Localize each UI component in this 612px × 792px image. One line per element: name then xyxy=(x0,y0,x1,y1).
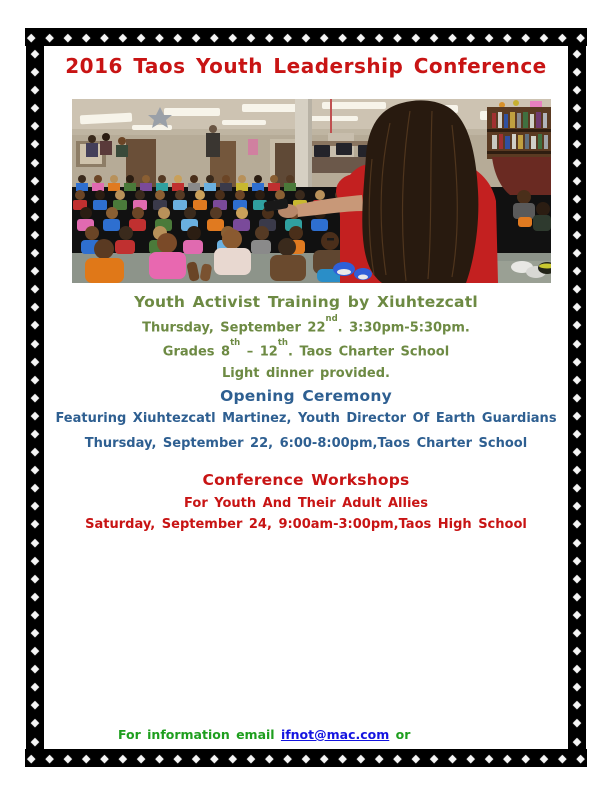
diamond-icon: ◆ xyxy=(173,751,182,765)
diamond-icon: ◆ xyxy=(484,751,494,765)
diamond-icon: ◆ xyxy=(374,751,384,765)
diamond-icon: ◆ xyxy=(338,751,347,765)
diamond-icon: ◆ xyxy=(448,30,457,44)
diamond-icon: ◆ xyxy=(30,680,40,694)
diamond-icon: ◆ xyxy=(228,751,237,765)
diamond-icon: ◆ xyxy=(30,336,40,350)
diamond-icon: ◆ xyxy=(63,30,73,44)
diamond-icon: ◆ xyxy=(173,30,182,44)
training-grades-pre: Grades 8 xyxy=(162,344,231,360)
diamond-icon: ◆ xyxy=(572,137,582,151)
diamond-icon: ◆ xyxy=(572,119,582,133)
conference-photo xyxy=(72,99,551,283)
diamond-icon: ◆ xyxy=(411,751,421,765)
diamond-icon: ◆ xyxy=(572,246,582,260)
diamond-icon: ◆ xyxy=(572,716,582,730)
email-link[interactable]: ifnot@mac.com xyxy=(280,727,390,742)
workshops-when-line: Saturday, September 24, 9:00am-3:00pm,Taos High School xyxy=(85,517,527,532)
workshops-audience-line: For Youth And Their Adult Allies xyxy=(184,496,428,511)
diamond-icon: ◆ xyxy=(503,30,512,44)
diamond-icon: ◆ xyxy=(393,30,402,44)
diamond-icon: ◆ xyxy=(572,463,582,477)
opening-when-line: Thursday, September 22, 6:00-8:00pm,Taos Charter School xyxy=(84,436,528,451)
diamond-icon: ◆ xyxy=(191,30,201,44)
diamond-icon: ◆ xyxy=(576,751,585,765)
training-date-ordinal: nd xyxy=(325,314,338,324)
diamond-icon: ◆ xyxy=(30,517,40,531)
diamond-icon: ◆ xyxy=(572,499,582,513)
diamond-icon: ◆ xyxy=(572,426,582,440)
diamond-icon: ◆ xyxy=(30,372,40,386)
diamond-icon: ◆ xyxy=(30,65,40,79)
diamond-icon: ◆ xyxy=(30,354,40,368)
diamond-icon: ◆ xyxy=(100,751,109,765)
diamond-icon: ◆ xyxy=(466,30,475,44)
diamond-icon: ◆ xyxy=(30,137,40,151)
training-grades-ordinal-1: th xyxy=(230,338,241,349)
diamond-icon: ◆ xyxy=(572,607,582,621)
diamond-icon: ◆ xyxy=(136,30,146,44)
diamond-icon: ◆ xyxy=(572,336,582,350)
training-grades-line xyxy=(45,338,567,362)
diamond-icon: ◆ xyxy=(30,445,40,459)
diamond-icon: ◆ xyxy=(356,751,366,765)
diamond-icon: ◆ xyxy=(30,553,40,567)
diamond-icon: ◆ xyxy=(30,191,40,205)
diamond-icon: ◆ xyxy=(572,698,582,712)
diamond-icon: ◆ xyxy=(539,751,549,765)
diamond-icon: ◆ xyxy=(521,30,530,44)
training-note: Light dinner provided. xyxy=(221,365,390,381)
diamond-icon: ◆ xyxy=(30,481,40,495)
page-title: 2016 Taos Youth Leadership Conference xyxy=(65,54,547,78)
diamond-icon: ◆ xyxy=(429,30,439,44)
diamond-icon: ◆ xyxy=(572,282,582,296)
diamond-icon: ◆ xyxy=(572,408,582,422)
diamond-icon: ◆ xyxy=(30,426,40,440)
diamond-icon: ◆ xyxy=(63,751,73,765)
diamond-icon: ◆ xyxy=(320,751,329,765)
diamond-icon: ◆ xyxy=(572,553,582,567)
diamond-icon: ◆ xyxy=(30,626,40,639)
diamond-icon: ◆ xyxy=(572,354,582,368)
diamond-icon: ◆ xyxy=(30,716,40,730)
diamond-icon: ◆ xyxy=(30,264,40,278)
diamond-icon: ◆ xyxy=(118,30,128,44)
diamond-icon: ◆ xyxy=(572,47,582,60)
training-date-post: . 3:30pm-5:30pm. xyxy=(337,320,470,336)
diamond-icon: ◆ xyxy=(558,30,567,44)
diamond-icon: ◆ xyxy=(572,83,582,97)
diamond-icon: ◆ xyxy=(30,282,40,296)
diamond-icon: ◆ xyxy=(572,644,582,658)
diamond-icon: ◆ xyxy=(301,751,311,765)
diamond-icon: ◆ xyxy=(393,751,402,765)
diamond-icon: ◆ xyxy=(136,751,146,765)
diamond-icon: ◆ xyxy=(30,318,40,332)
diamond-icon: ◆ xyxy=(521,751,530,765)
diamond-icon: ◆ xyxy=(228,30,237,44)
diamond-icon: ◆ xyxy=(30,571,40,585)
diamond-icon: ◆ xyxy=(466,751,475,765)
border-top xyxy=(25,28,587,46)
conference-photo-illustration xyxy=(72,99,551,283)
diamond-icon: ◆ xyxy=(27,751,36,765)
diamond-icon: ◆ xyxy=(572,680,582,694)
diamond-icon: ◆ xyxy=(301,30,311,44)
diamond-icon: ◆ xyxy=(246,751,256,765)
diamond-icon: ◆ xyxy=(283,30,292,44)
diamond-icon: ◆ xyxy=(429,751,439,765)
diamond-icon: ◆ xyxy=(374,30,384,44)
diamond-icon: ◆ xyxy=(81,30,91,44)
diamond-icon: ◆ xyxy=(572,481,582,495)
diamond-icon: ◆ xyxy=(448,751,457,765)
training-date-line xyxy=(45,314,567,338)
training-grades-ordinal-2: th xyxy=(277,338,288,349)
diamond-icon: ◆ xyxy=(572,445,582,459)
workshops-section xyxy=(45,468,567,534)
diamond-icon: ◆ xyxy=(30,173,40,187)
diamond-icon: ◆ xyxy=(572,571,582,585)
diamond-icon: ◆ xyxy=(411,30,421,44)
contact-suffix: or xyxy=(389,727,411,742)
diamond-icon: ◆ xyxy=(30,698,40,712)
diamond-icon: ◆ xyxy=(572,65,582,79)
diamond-icon: ◆ xyxy=(30,662,40,676)
diamond-icon: ◆ xyxy=(45,30,54,44)
diamond-icon: ◆ xyxy=(191,751,201,765)
opening-heading: Opening Ceremony xyxy=(220,387,392,405)
diamond-icon: ◆ xyxy=(539,30,549,44)
diamond-icon: ◆ xyxy=(572,372,582,386)
contact-prefix: For information email xyxy=(118,727,281,742)
diamond-icon: ◆ xyxy=(30,300,40,314)
diamond-icon: ◆ xyxy=(118,751,128,765)
diamond-icon: ◆ xyxy=(572,662,582,676)
diamond-icon: ◆ xyxy=(30,155,40,169)
border-bottom xyxy=(25,749,587,767)
diamond-icon: ◆ xyxy=(100,30,109,44)
diamond-icon: ◆ xyxy=(320,30,329,44)
diamond-icon: ◆ xyxy=(572,101,582,115)
diamond-icon: ◆ xyxy=(572,390,582,404)
diamond-icon: ◆ xyxy=(30,463,40,477)
diamond-icon: ◆ xyxy=(572,173,582,187)
diamond-icon: ◆ xyxy=(572,264,582,278)
diamond-icon: ◆ xyxy=(30,209,40,223)
diamond-icon: ◆ xyxy=(576,30,585,44)
diamond-icon: ◆ xyxy=(572,517,582,531)
diamond-icon: ◆ xyxy=(81,751,91,765)
diamond-icon: ◆ xyxy=(572,589,582,603)
diamond-icon: ◆ xyxy=(30,390,40,404)
training-grades-mid: – 12 xyxy=(240,344,278,360)
diamond-icon: ◆ xyxy=(484,30,494,44)
diamond-icon: ◆ xyxy=(30,734,40,748)
diamond-icon: ◆ xyxy=(30,83,40,97)
diamond-icon: ◆ xyxy=(30,607,40,621)
training-heading: Youth Activist Training by Xiuhtezcatl xyxy=(134,293,478,311)
diamond-icon: ◆ xyxy=(155,30,164,44)
diamond-icon: ◆ xyxy=(572,209,582,223)
diamond-icon: ◆ xyxy=(30,47,40,60)
diamond-icon: ◆ xyxy=(30,499,40,513)
diamond-icon: ◆ xyxy=(30,408,40,422)
diamond-icon: ◆ xyxy=(572,626,582,639)
diamond-icon: ◆ xyxy=(30,644,40,658)
diamond-icon: ◆ xyxy=(265,30,274,44)
diamond-icon: ◆ xyxy=(30,535,40,549)
diamond-icon: ◆ xyxy=(30,246,40,260)
diamond-icon: ◆ xyxy=(558,751,567,765)
training-date-pre: Thursday, September 22 xyxy=(142,320,326,336)
diamond-icon: ◆ xyxy=(572,535,582,549)
diamond-icon: ◆ xyxy=(572,155,582,169)
diamond-icon: ◆ xyxy=(210,30,219,44)
workshops-heading: Conference Workshops xyxy=(202,471,410,489)
contact-line xyxy=(118,727,410,742)
border-right xyxy=(568,46,586,749)
diamond-icon: ◆ xyxy=(155,751,164,765)
training-grades-post: . Taos Charter School xyxy=(287,344,450,360)
diamond-icon: ◆ xyxy=(572,318,582,332)
diamond-icon: ◆ xyxy=(246,30,256,44)
diamond-icon: ◆ xyxy=(283,751,292,765)
diamond-icon: ◆ xyxy=(572,300,582,314)
diamond-icon: ◆ xyxy=(30,227,40,241)
diamond-icon: ◆ xyxy=(210,751,219,765)
diamond-icon: ◆ xyxy=(356,30,366,44)
diamond-icon: ◆ xyxy=(265,751,274,765)
diamond-icon: ◆ xyxy=(45,751,54,765)
diamond-icon: ◆ xyxy=(572,734,582,748)
opening-featuring-line: Featuring Xiuhtezcatl Martinez, Youth Director Of Earth Guardians xyxy=(55,411,557,426)
diamond-icon: ◆ xyxy=(30,589,40,603)
diamond-icon: ◆ xyxy=(27,30,36,44)
diamond-icon: ◆ xyxy=(503,751,512,765)
training-section xyxy=(45,290,567,384)
diamond-icon: ◆ xyxy=(572,191,582,205)
diamond-icon: ◆ xyxy=(30,119,40,133)
border-left xyxy=(26,46,44,749)
opening-section xyxy=(45,384,567,454)
diamond-icon: ◆ xyxy=(338,30,347,44)
diamond-icon: ◆ xyxy=(30,101,40,115)
diamond-icon: ◆ xyxy=(572,227,582,241)
